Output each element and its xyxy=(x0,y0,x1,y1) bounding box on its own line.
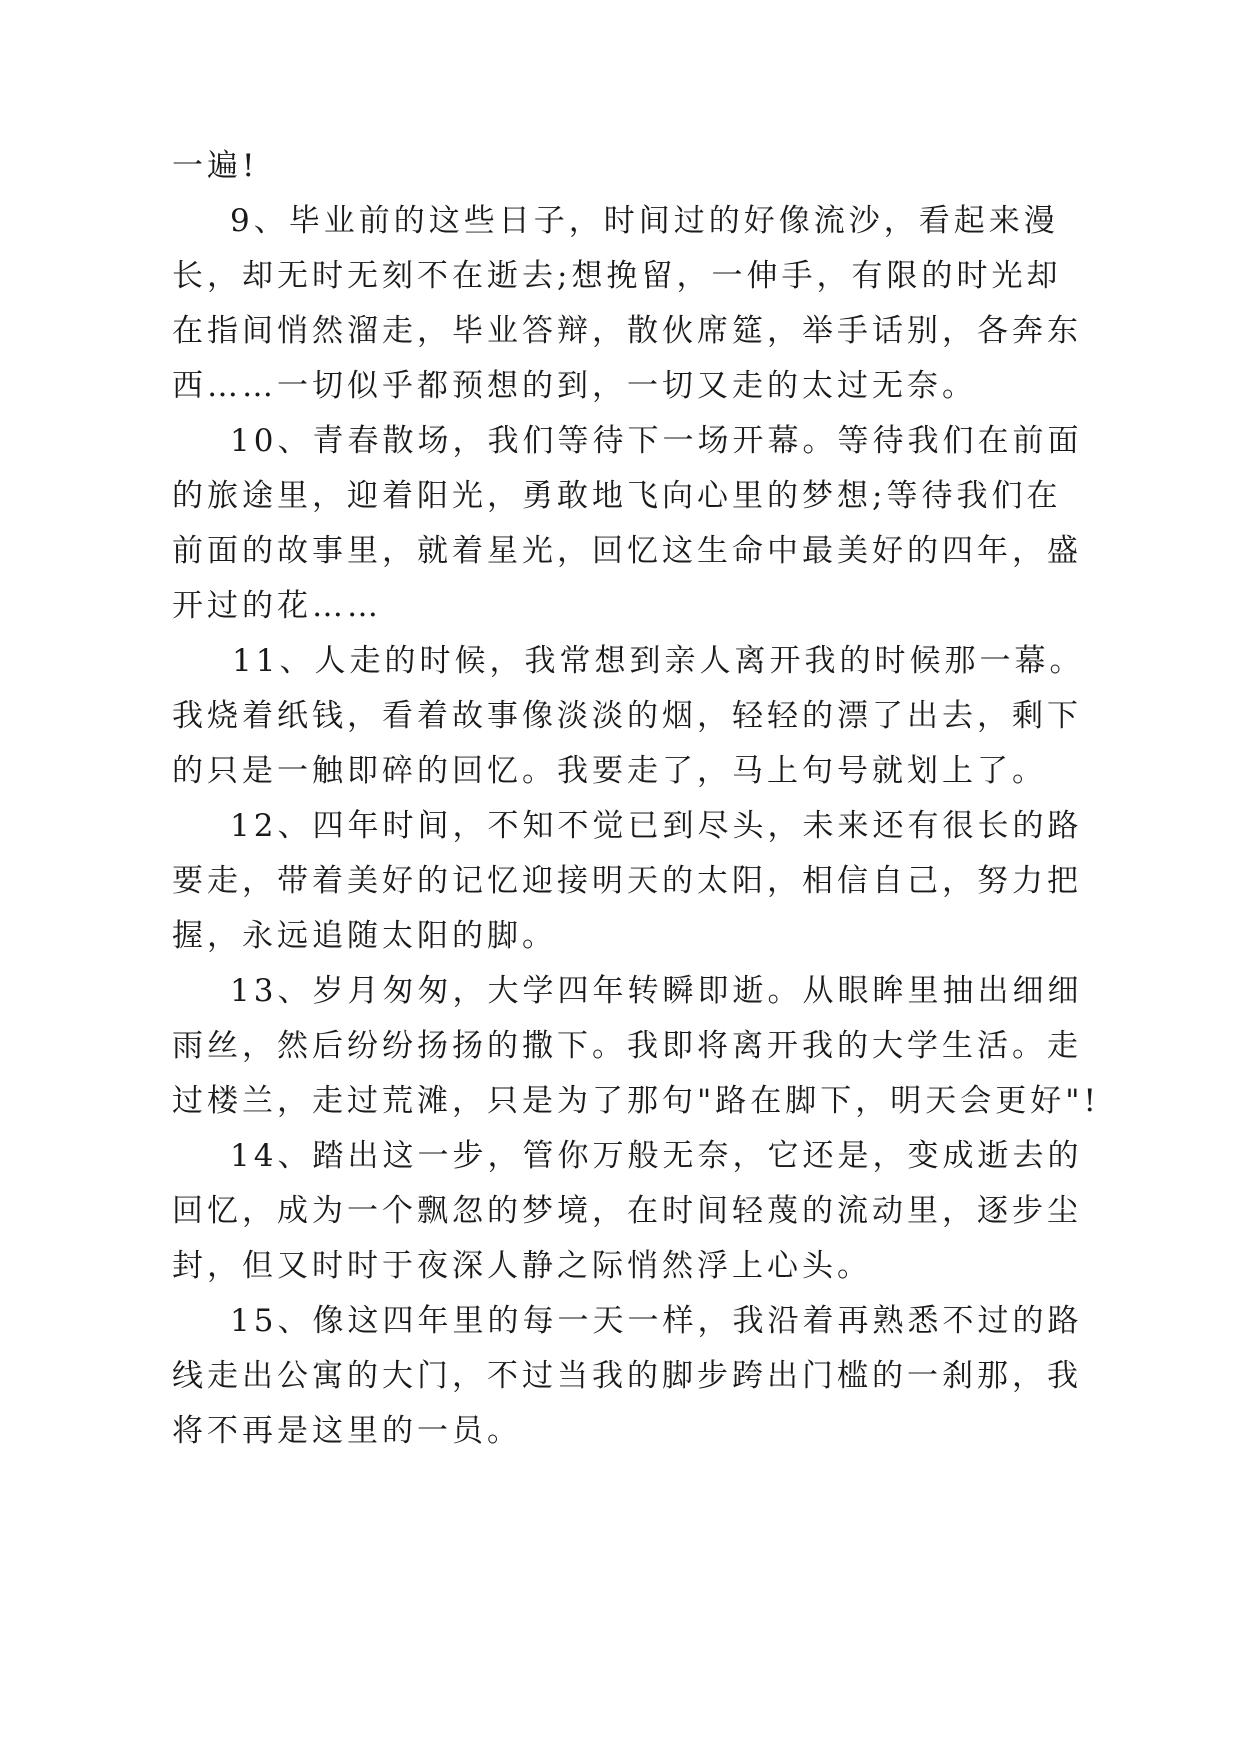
text-line: 在指间悄然溜走，毕业答辩，散伙席筵，举手话别，各奔东 xyxy=(172,313,1082,349)
text-line: 12、四年时间，不知不觉已到尽头，未来还有很长的路 xyxy=(230,808,1083,844)
text-line: 9、毕业前的这些日子，时间过的好像流沙，看起来漫 xyxy=(230,203,1059,239)
text-line: 封，但又时时于夜深人静之际悄然浮上心头。 xyxy=(172,1248,872,1284)
text-line: 握，永远追随太阳的脚。 xyxy=(172,918,557,954)
text-line: 的只是一触即碎的回忆。我要走了，马上句号就划上了。 xyxy=(172,753,1047,789)
text-line: 的旅途里，迎着阳光，勇敢地飞向心里的梦想;等待我们在 xyxy=(172,478,1062,514)
text-line: 回忆，成为一个飘忽的梦境，在时间轻蔑的流动里，逐步尘 xyxy=(172,1193,1082,1229)
text-line: 我烧着纸钱，看着故事像淡淡的烟，轻轻的漂了出去，剩下 xyxy=(172,698,1082,734)
text-line: 线走出公寓的大门，不过当我的脚步跨出门槛的一刹那，我 xyxy=(172,1358,1082,1394)
text-line: 11、人走的时候，我常想到亲人离开我的时候那一幕。 xyxy=(232,643,1085,679)
text-line: 13、岁月匆匆，大学四年转瞬即逝。从眼眸里抽出细细 xyxy=(230,973,1083,1009)
text-line: 开过的花…… xyxy=(172,588,382,624)
text-line: 要走，带着美好的记忆迎接明天的太阳，相信自己，努力把 xyxy=(172,863,1082,899)
text-line: 一遍! xyxy=(172,148,259,184)
text-line: 15、像这四年里的每一天一样，我沿着再熟悉不过的路 xyxy=(230,1303,1083,1339)
text-line: 雨丝，然后纷纷扬扬的撒下。我即将离开我的大学生活。走 xyxy=(172,1028,1082,1064)
text-line: 将不再是这里的一员。 xyxy=(172,1413,522,1449)
text-line: 前面的故事里，就着星光，回忆这生命中最美好的四年，盛 xyxy=(172,533,1082,569)
text-line: 西……一切似乎都预想的到，一切又走的太过无奈。 xyxy=(172,368,977,404)
text-line: 14、踏出这一步，管你万般无奈，它还是，变成逝去的 xyxy=(230,1138,1083,1174)
text-line: 长，却无时无刻不在逝去;想挽留，一伸手，有限的时光却 xyxy=(172,258,1062,294)
text-line: 过楼兰，走过荒滩，只是为了那句"路在脚下，明天会更好"! xyxy=(172,1083,1100,1119)
text-line: 10、青春散场，我们等待下一场开幕。等待我们在前面 xyxy=(230,423,1083,459)
